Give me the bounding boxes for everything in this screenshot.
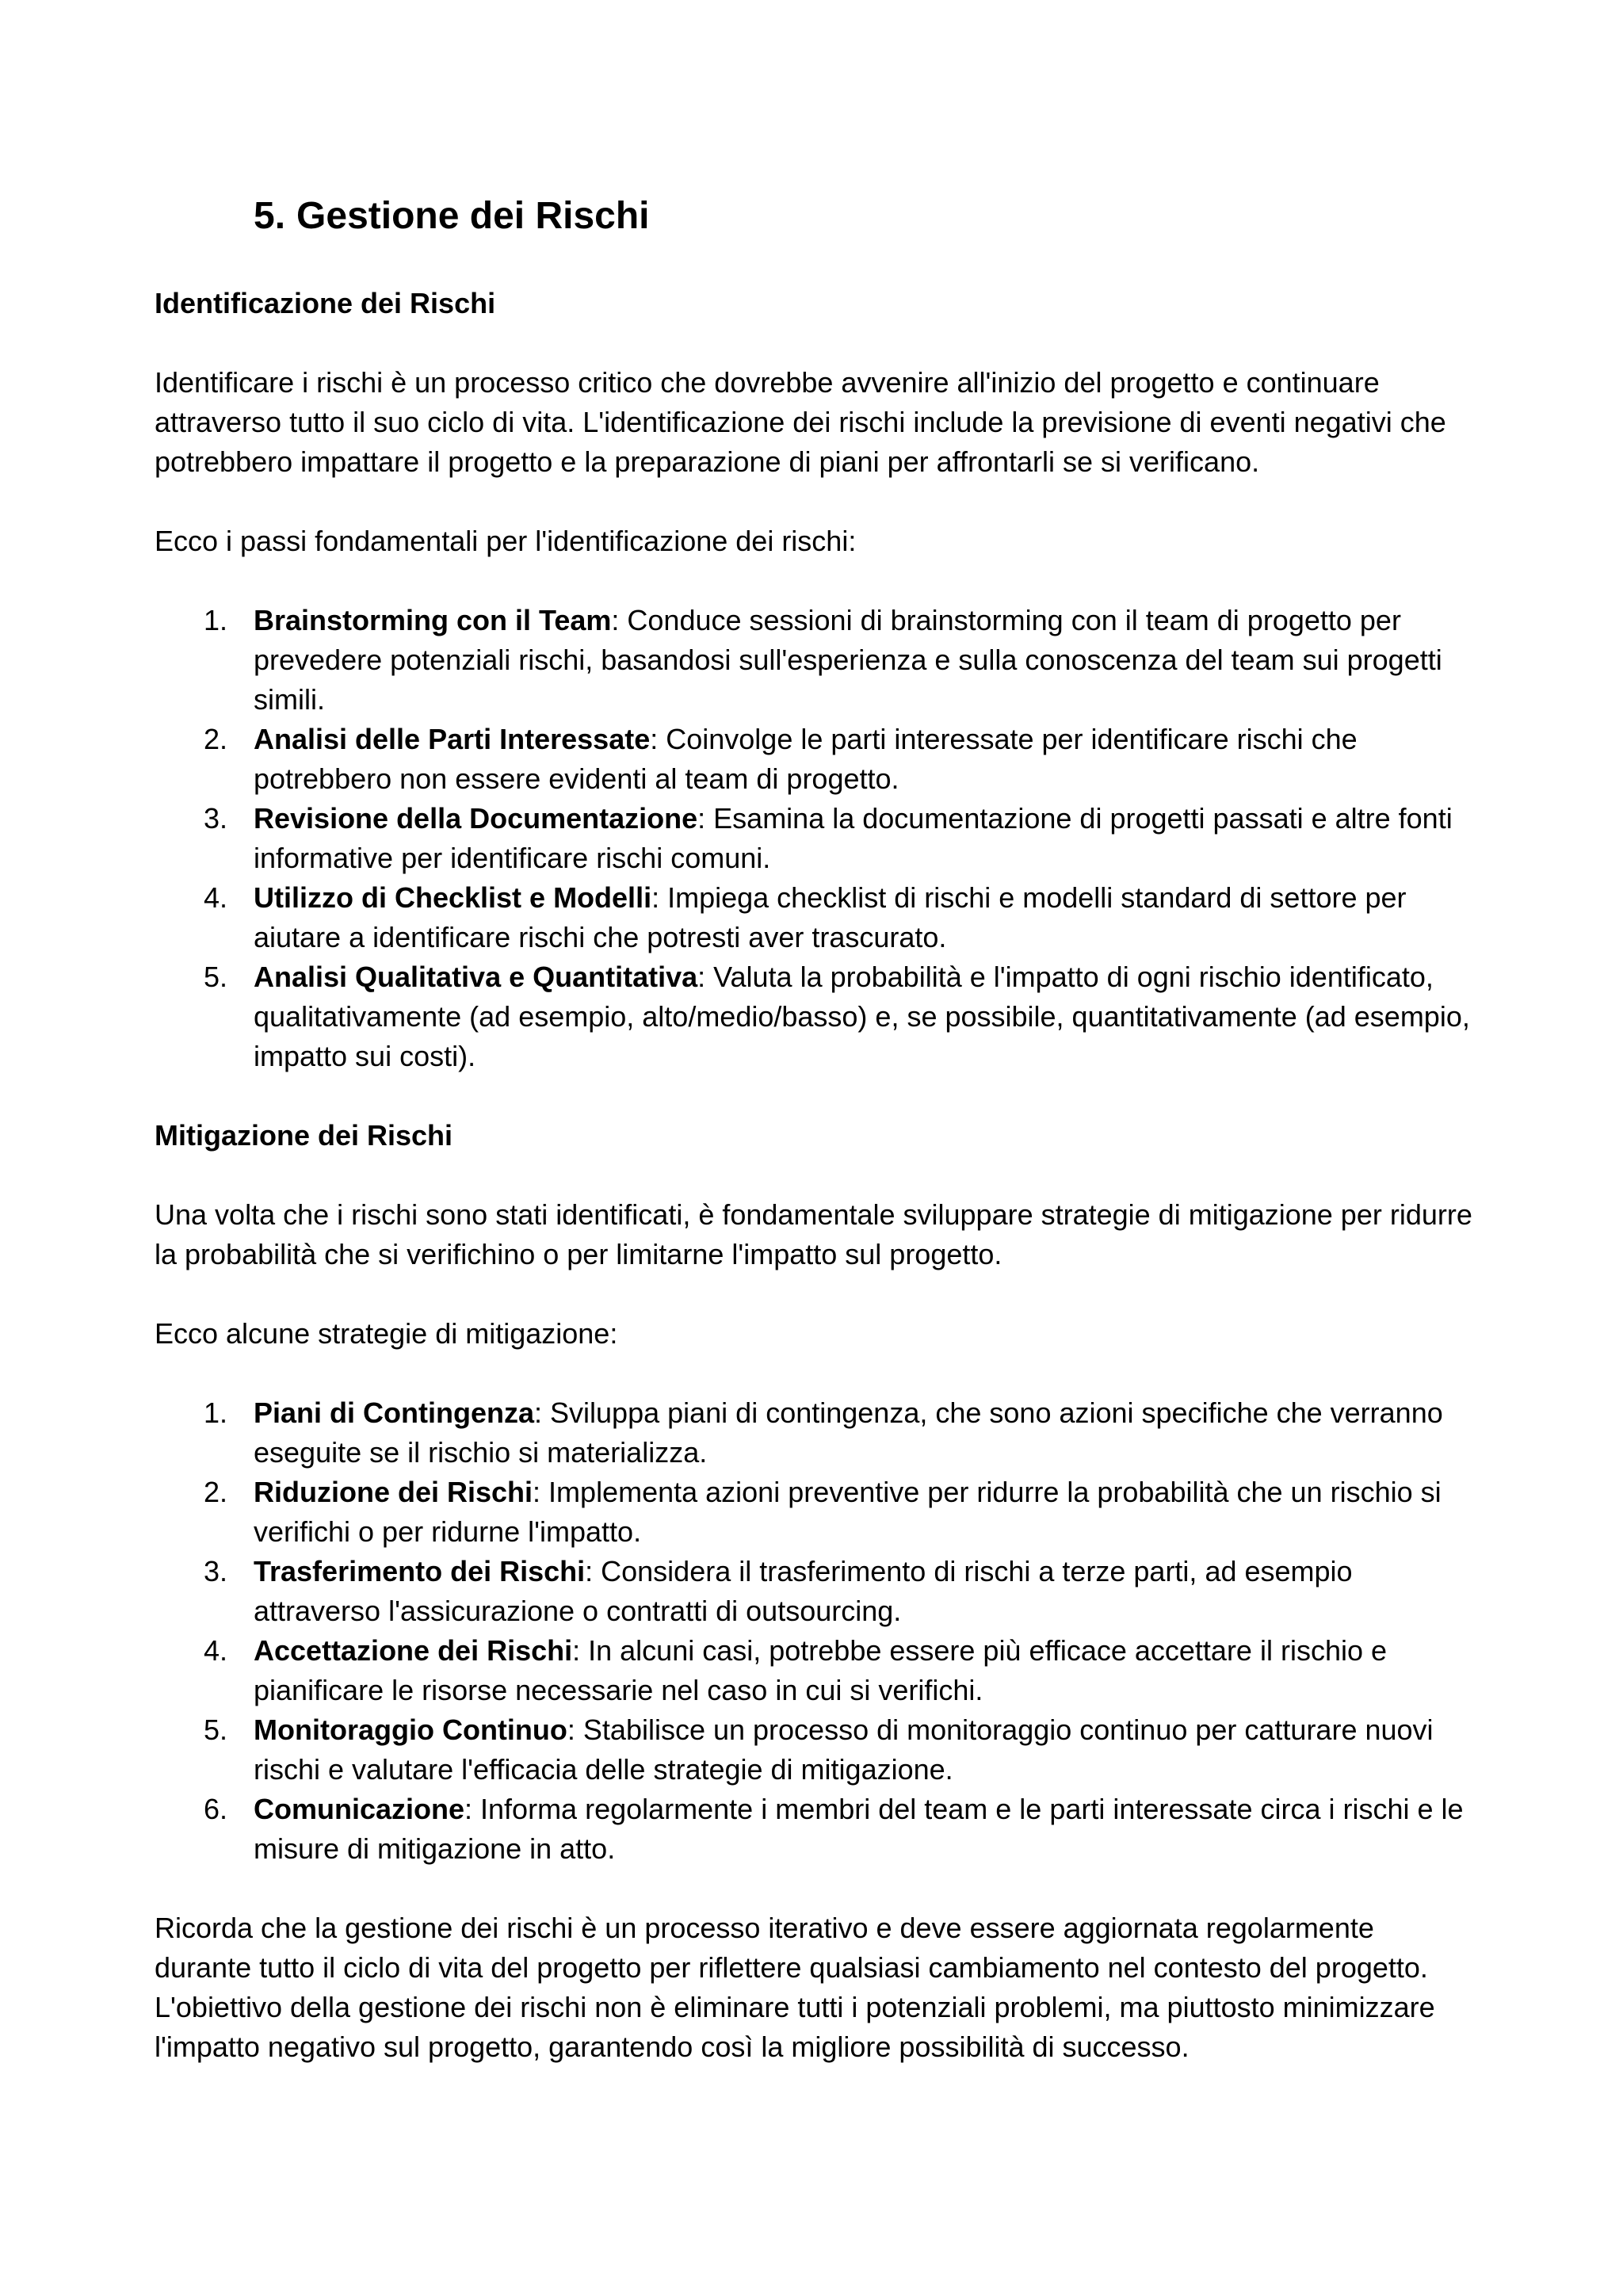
list-item (204, 1790, 1478, 1869)
list-text: : Conduce sessioni di brainstorming con il team di progetto per prevedere potenziali rischi, basandosi sull'esperienza e sulla conoscenza del team sui progetti simili. (254, 604, 1442, 716)
list-term: Accettazione dei Rischi (254, 1634, 573, 1667)
list-term: Trasferimento dei Rischi (254, 1555, 586, 1587)
list-number: 6. (204, 1793, 228, 1825)
list-term: Monitoraggio Continuo (254, 1713, 567, 1746)
list-item (204, 1631, 1478, 1710)
list-item (204, 1393, 1478, 1473)
list-term: Riduzione dei Rischi (254, 1476, 533, 1508)
list-text: : Stabilisce un processo di monitoraggio continuo per catturare nuovi rischi e valutare l'efficacia delle strategie di mitigazione. (254, 1713, 1434, 1786)
identification-lead: Ecco i passi fondamentali per l'identificazione dei rischi: (155, 525, 857, 557)
mitigation-intro: Una volta che i rischi sono stati identificati, è fondamentale sviluppare strategie di mitigazione per ridurre la probabilità che si verifichino o per limitarne l'impatto sul progetto. (155, 1198, 1472, 1270)
list-item (204, 1552, 1478, 1631)
list-item (204, 957, 1478, 1076)
list-number: 3. (204, 1555, 228, 1587)
list-number: 5. (204, 961, 228, 993)
list-term: Brainstorming con il Team (254, 604, 612, 636)
list-item (204, 720, 1478, 799)
section-number: 5. (254, 195, 286, 237)
list-item (204, 1710, 1478, 1790)
identification-list (155, 601, 1478, 1076)
list-number: 2. (204, 723, 228, 755)
mitigation-lead: Ecco alcune strategie di mitigazione: (155, 1317, 618, 1350)
list-text: : In alcuni casi, potrebbe essere più efficace accettare il rischio e pianificare le risorse necessarie nel caso in cui si verifichi. (254, 1634, 1388, 1706)
list-term: Utilizzo di Checklist e Modelli (254, 881, 652, 914)
identification-intro: Identificare i rischi è un processo critico che dovrebbe avvenire all'inizio del progetto e continuare attraverso tutto il suo ciclo di vita. L'identificazione dei rischi include la previsione di eventi negativi che potrebbero impattare il progetto e la preparazione di piani per affrontarli se si verificano. (155, 366, 1446, 478)
mitigation-heading: Mitigazione dei Rischi (155, 1119, 453, 1152)
list-item (204, 601, 1478, 720)
list-text: : Esamina la documentazione di progetti passati e altre fonti informative per identificare rischi comuni. (254, 802, 1453, 874)
document-body (155, 284, 1478, 2107)
list-term: Revisione della Documentazione (254, 802, 698, 835)
list-text: : Impiega checklist di rischi e modelli standard di settore per aiutare a identificare rischi che potresti aver trascurato. (254, 881, 1407, 953)
identification-heading: Identificazione dei Rischi (155, 287, 496, 319)
list-term: Comunicazione (254, 1793, 465, 1825)
list-number: 5. (204, 1713, 228, 1746)
list-text: : Implementa azioni preventive per ridurre la probabilità che un rischio si verifichi o per ridurne l'impatto. (254, 1476, 1442, 1548)
list-number: 2. (204, 1476, 228, 1508)
list-number: 1. (204, 1396, 228, 1429)
section-title: Gestione dei Rischi (296, 195, 650, 237)
list-term: Analisi delle Parti Interessate (254, 723, 651, 755)
list-number: 3. (204, 802, 228, 835)
list-item (204, 878, 1478, 957)
list-number: 4. (204, 1634, 228, 1667)
list-text: : Sviluppa piani di contingenza, che sono azioni specifiche che verranno eseguite se il rischio si materializza. (254, 1396, 1443, 1469)
list-item (204, 799, 1478, 878)
mitigation-list (155, 1393, 1478, 1869)
section-heading (254, 194, 649, 238)
list-item (204, 1473, 1478, 1552)
list-term: Analisi Qualitativa e Quantitativa (254, 961, 698, 993)
list-text: : Considera il trasferimento di rischi a terze parti, ad esempio attraverso l'assicurazione o contratti di outsourcing. (254, 1555, 1353, 1627)
list-number: 4. (204, 881, 228, 914)
list-term: Piani di Contingenza (254, 1396, 535, 1429)
list-text: : Informa regolarmente i membri del team e le parti interessate circa i rischi e le misure di mitigazione in atto. (254, 1793, 1464, 1865)
list-text: : Valuta la probabilità e l'impatto di ogni rischio identificato, qualitativamente (ad esempio, alto/medio/basso) e, se possibile, quantitativamente (ad esempio, impatto sui costi). (254, 961, 1470, 1072)
list-text: : Coinvolge le parti interessate per identificare rischi che potrebbero non essere evidenti al team di progetto. (254, 723, 1358, 795)
list-number: 1. (204, 604, 228, 636)
conclusion-paragraph: Ricorda che la gestione dei rischi è un processo iterativo e deve essere aggiornata regolarmente durante tutto il ciclo di vita del progetto per riflettere qualsiasi cambiamento nel contesto del progetto. L'obiettivo della gestione dei rischi non è eliminare tutti i potenziali problemi, ma piuttosto minimizzare l'impatto negativo sul progetto, garantendo così la migliore possibilità di successo. (155, 1912, 1435, 2063)
